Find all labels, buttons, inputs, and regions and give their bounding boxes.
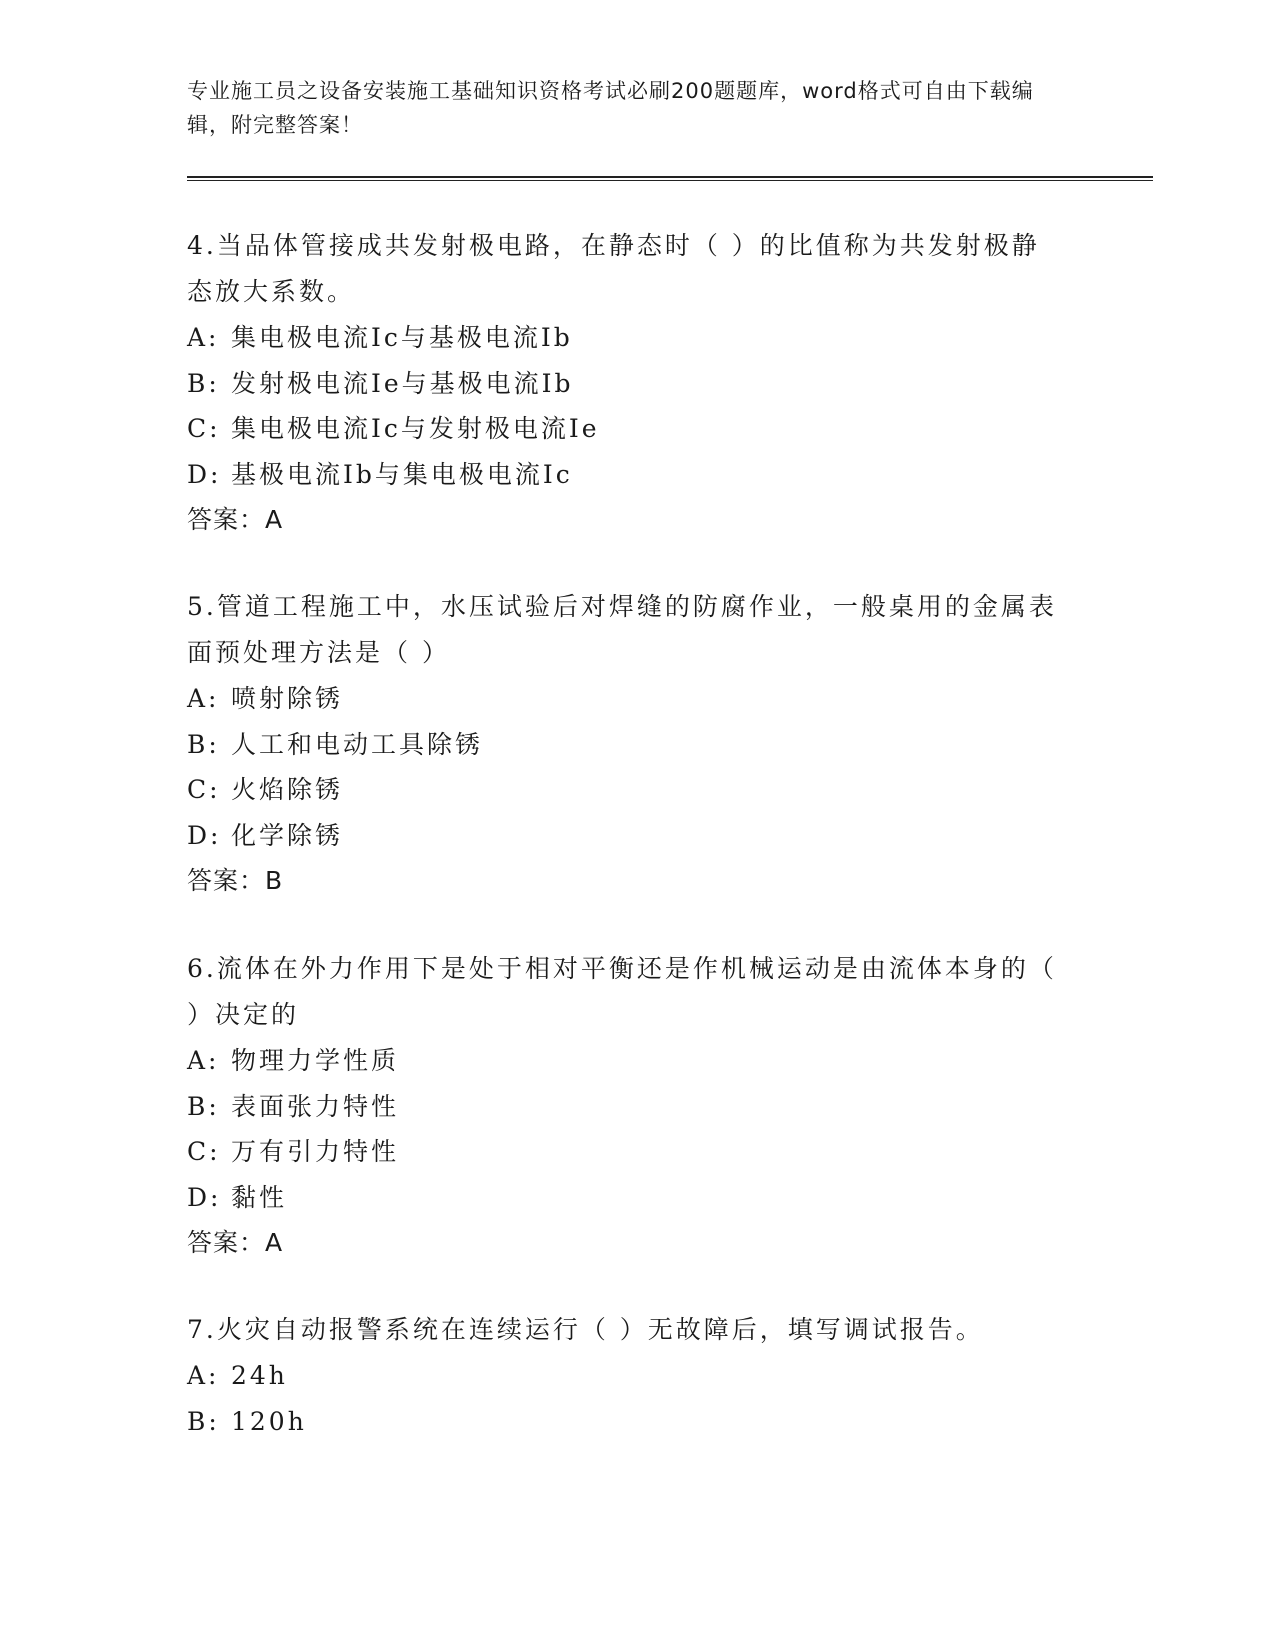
option-text: 发射极电流Ie与基极电流Ib: [231, 368, 574, 398]
option-key: B:: [187, 729, 220, 759]
option-text: 集电极电流Ic与发射极电流Ie: [231, 414, 600, 443]
option-text: 集电极电流Ic与基极电流Ib: [231, 323, 573, 352]
option-b: [187, 361, 1067, 407]
document-intro: 专业施工员之设备安装施工基础知识资格考试必刷200题题库，word格式可自由下载编辑，附完整答案！: [187, 79, 1034, 137]
option-key: A:: [187, 323, 220, 352]
option-text: 万有引力特性: [231, 1137, 400, 1166]
question-block: [187, 223, 1067, 543]
answer-line: 答案：A: [187, 1228, 284, 1257]
option-key: B:: [187, 1406, 220, 1436]
option-text: 人工和电动工具除锈: [231, 729, 484, 759]
option-text: 表面张力特性: [231, 1091, 400, 1121]
option-key: D:: [187, 820, 222, 850]
option-text: 喷射除锈: [231, 684, 344, 713]
option-a: [187, 1353, 1067, 1399]
question-stem: 4.当品体管接成共发射极电路，在静态时（ ）的比值称为共发射极静态放大系数。: [187, 231, 1040, 306]
option-c: [187, 406, 1067, 452]
option-b: [187, 722, 1067, 768]
option-key: A:: [187, 1361, 220, 1390]
option-text: 24h: [231, 1361, 288, 1390]
option-text: 黏性: [231, 1182, 288, 1212]
option-text: 120h: [231, 1406, 307, 1436]
option-key: D:: [187, 459, 222, 489]
option-text: 化学除锈: [231, 820, 344, 850]
option-key: D:: [187, 1182, 222, 1212]
option-c: [187, 1129, 1067, 1175]
question-block: [187, 584, 1067, 904]
question-stem: 7.火灾自动报警系统在连续运行（ ）无故障后，填写调试报告。: [187, 1315, 984, 1344]
question-block: [187, 1307, 1067, 1444]
option-text: 物理力学性质: [231, 1046, 400, 1075]
question-stem: 6.流体在外力作用下是处于相对平衡还是作机械运动是由流体本身的（ ）决定的: [187, 954, 1057, 1029]
option-d: [187, 1175, 1067, 1221]
question-block: [187, 946, 1067, 1266]
option-d: [187, 813, 1067, 859]
option-text: 火焰除锈: [231, 775, 344, 804]
option-d: [187, 452, 1067, 498]
question-stem: 5.管道工程施工中，水压试验后对焊缝的防腐作业，一般桌用的金属表面预处理方法是（ ）: [187, 592, 1057, 667]
option-b: [187, 1399, 1067, 1445]
option-b: [187, 1084, 1067, 1130]
option-a: [187, 676, 1067, 722]
option-c: [187, 767, 1067, 813]
answer-line: 答案：B: [187, 866, 284, 895]
option-key: B:: [187, 368, 220, 398]
option-key: C:: [187, 1137, 221, 1166]
option-key: C:: [187, 414, 221, 443]
option-a: [187, 315, 1067, 361]
option-a: [187, 1038, 1067, 1084]
option-key: A:: [187, 684, 220, 713]
option-key: B:: [187, 1091, 220, 1121]
option-text: 基极电流Ib与集电极电流Ic: [231, 459, 573, 489]
header-divider: [187, 176, 1153, 181]
answer-line: 答案：A: [187, 505, 284, 534]
option-key: A:: [187, 1046, 220, 1075]
option-key: C:: [187, 775, 221, 804]
